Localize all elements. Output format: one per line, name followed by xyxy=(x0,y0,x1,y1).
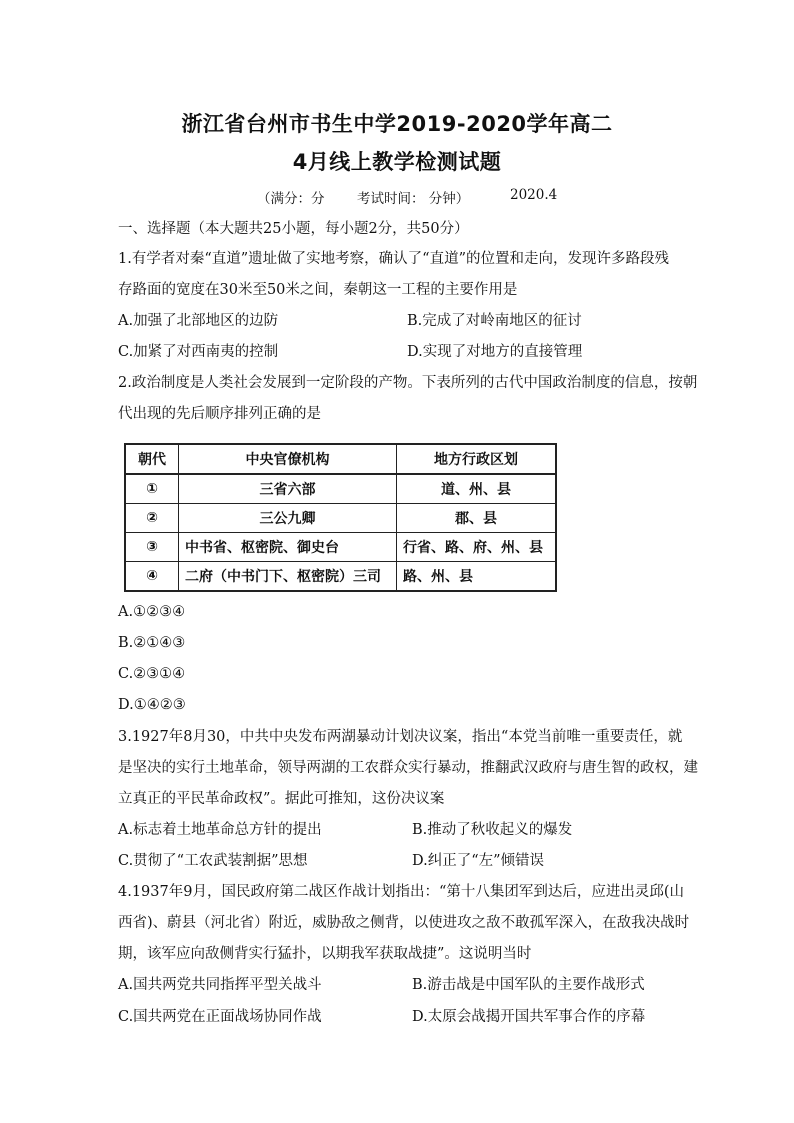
q1-option-d: D.实现了对地方的直接管理 xyxy=(407,344,583,360)
table-cell: 道、州、县 xyxy=(397,474,557,504)
table-cell: 中书省、枢密院、御史台 xyxy=(179,533,397,562)
q3-option-b: B.推动了秋收起义的爆发 xyxy=(412,822,573,838)
q2-option-b: B.②①④③ xyxy=(118,635,186,651)
exam-date: 2020.4 xyxy=(510,187,558,203)
table-header-cell: 朝代 xyxy=(125,444,179,474)
q4-option-c: C.国共两党在正面战场协同作战 xyxy=(118,1009,322,1025)
q1-stem-line2: 存路面的宽度在30米至50米之间，秦朝这一工程的主要作用是 xyxy=(118,282,518,298)
table-row xyxy=(125,474,556,504)
q3-option-c: C.贯彻了“工农武装割据”思想 xyxy=(118,853,308,869)
q3-stem-line1: 3.1927年8月30，中共中央发布两湖暴动计划决议案，指出“本党当前唯一重要责任，就 xyxy=(118,729,683,745)
table-row xyxy=(125,533,556,562)
table-cell: ② xyxy=(125,504,179,533)
q4-stem-line1: 4.1937年9月，国民政府第二战区作战计划指出：“第十八集团军到达后，应进出灵邱(山 xyxy=(118,884,685,900)
q2-option-c: C.②③①④ xyxy=(118,666,186,682)
table-cell: ③ xyxy=(125,533,179,562)
q4-option-a: A.国共两党共同指挥平型关战斗 xyxy=(118,977,322,993)
q2-option-d: D.①④②③ xyxy=(118,697,186,713)
table-cell: 三公九卿 xyxy=(179,504,397,533)
dynasty-table xyxy=(124,443,557,592)
q3-option-a: A.标志着土地革命总方针的提出 xyxy=(118,822,322,838)
q2-stem-line2: 代出现的先后顺序排列正确的是 xyxy=(118,406,321,422)
table-cell: ① xyxy=(125,474,179,504)
exam-title: 浙江省台州市书生中学2019-2020学年高二 xyxy=(181,112,613,136)
q2-stem-line1: 2.政治制度是人类社会发展到一定阶段的产物。下表所列的古代中国政治制度的信息，按朝 xyxy=(118,375,698,391)
exam-time: 考试时间： 分钟） xyxy=(357,191,470,207)
q3-stem-line3: 立真正的平民革命政权”。据此可推知，这份决议案 xyxy=(118,791,445,807)
q4-stem-line3: 期，该军应向敌侧背实行猛扑，以期我军获取战捷”。这说明当时 xyxy=(118,946,532,962)
full-score: （满分：分 xyxy=(257,191,325,207)
q3-stem-line2: 是坚决的实行土地革命，领导两湖的工农群众实行暴动，推翻武汉政府与唐生智的政权，建 xyxy=(118,760,698,776)
table-cell: 路、州、县 xyxy=(397,562,557,592)
q4-option-d: D.太原会战揭开国共军事合作的序幕 xyxy=(412,1009,646,1025)
exam-subtitle: 4月线上教学检测试题 xyxy=(292,150,502,174)
table-cell: 郡、县 xyxy=(397,504,557,533)
q3-option-d: D.纠正了“左”倾错误 xyxy=(412,853,545,869)
q1-stem-line1: 1.有学者对秦“直道”遗址做了实地考察，确认了“直道”的位置和走向，发现许多路段残 xyxy=(118,251,669,267)
q1-option-a: A.加强了北部地区的边防 xyxy=(118,313,279,329)
table-row xyxy=(125,562,556,592)
table-header-cell: 中央官僚机构 xyxy=(179,444,397,474)
table-cell: 行省、路、府、州、县 xyxy=(397,533,557,562)
table-cell: 二府（中书门下、枢密院）三司 xyxy=(179,562,397,592)
q1-option-b: B.完成了对岭南地区的征讨 xyxy=(407,313,582,329)
q2-option-a: A.①②③④ xyxy=(118,604,186,620)
q4-option-b: B.游击战是中国军队的主要作战形式 xyxy=(412,977,645,993)
table-header-row xyxy=(125,444,556,474)
section-heading: 一、选择题（本大题共25小题，每小题2分，共50分） xyxy=(118,221,469,237)
q4-stem-line2: 西省)、蔚县（河北省）附近，威胁敌之侧背，以使进攻之敌不敢孤军深入，在敌我决战时 xyxy=(118,915,690,931)
table-header-cell: 地方行政区划 xyxy=(397,444,557,474)
q1-option-c: C.加紧了对西南夷的控制 xyxy=(118,344,279,360)
table-row xyxy=(125,504,556,533)
table-cell: ④ xyxy=(125,562,179,592)
table-cell: 三省六部 xyxy=(179,474,397,504)
